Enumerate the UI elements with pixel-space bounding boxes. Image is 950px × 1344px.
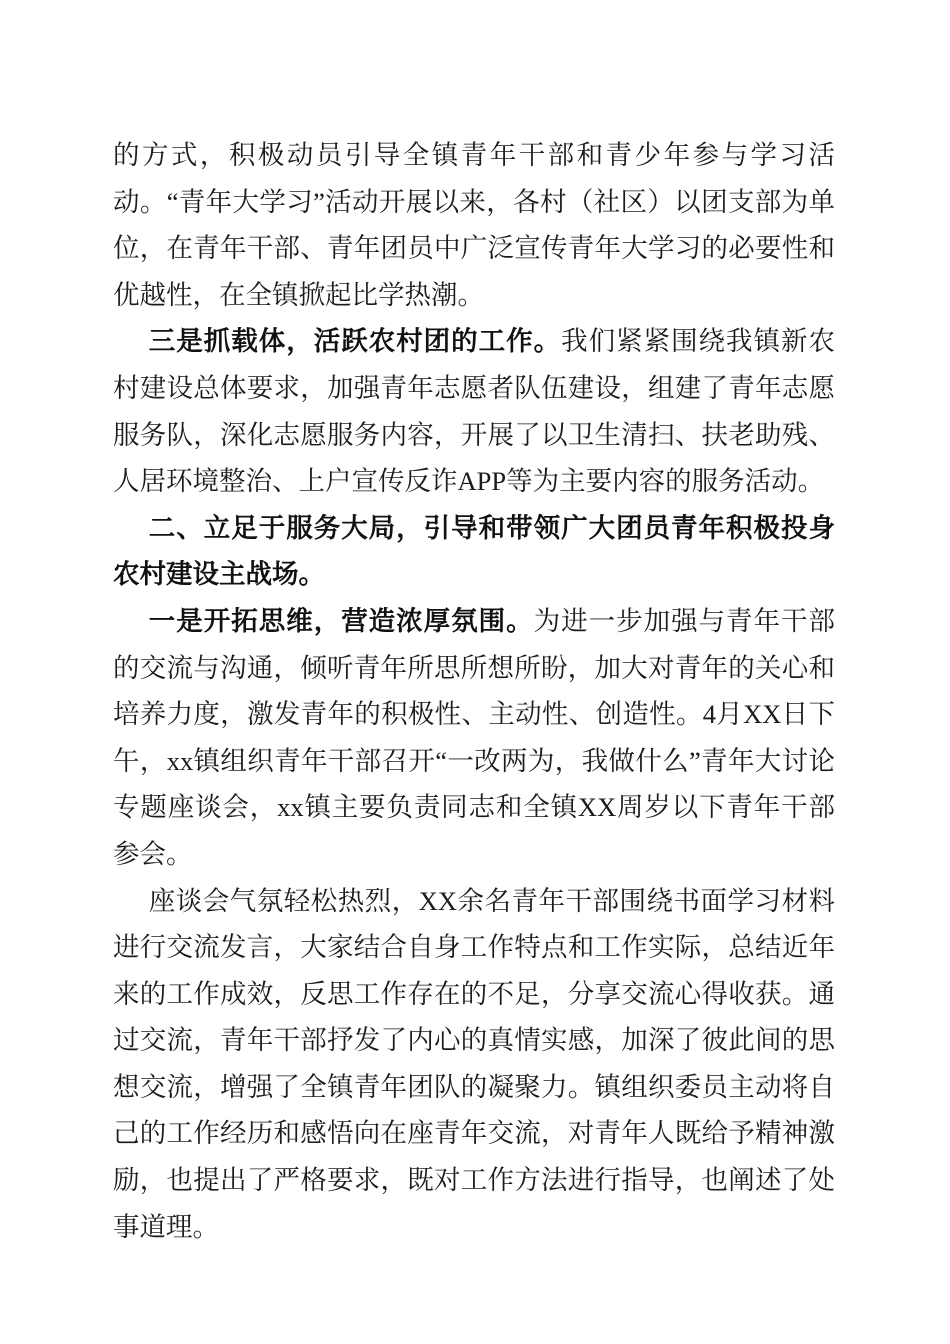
paragraph bbox=[113, 598, 835, 878]
body-text: 为进一步加强与青年干部的交流与沟通，倾听青年所思所想所盼，加大对青年的关心和培养力度，激发青年的积极性、主动性、创造性。4月XX日下午，xx镇组织青年干部召开“一改两为，我做什么”青年大讨论专题座谈会，xx镇主要负责同志和全镇XX周岁以下青年干部参会。 bbox=[113, 605, 836, 869]
document-body bbox=[113, 132, 835, 1250]
emphasis-text: 二、立足于服务大局，引导和带领广大团员青年积极投身农村建设主战场。 bbox=[113, 512, 835, 590]
section-heading bbox=[113, 505, 835, 598]
paragraph bbox=[113, 878, 835, 1251]
emphasis-text: 三是抓载体，活跃农村团的工作。 bbox=[148, 326, 562, 357]
body-text: 的方式，积极动员引导全镇青年干部和青少年参与学习活动。“青年大学习”活动开展以来，各村（社区）以团支部为单位，在青年干部、青年团员中广泛宣传青年大学习的必要性和优越性，在全镇掀起比学热潮。 bbox=[113, 140, 835, 310]
body-text: 我们紧紧围绕我镇新农村建设总体要求，加强青年志愿者队伍建设，组建了青年志愿服务队，深化志愿服务内容，开展了以卫生清扫、扶老助残、人居环境整治、上户宣传反诈APP等为主要内容的服务活动。 bbox=[113, 326, 836, 497]
emphasis-text: 一是开拓思维，营造浓厚氛围。 bbox=[148, 605, 534, 636]
body-text: 座谈会气氛轻松热烈，XX余名青年干部围绕书面学习材料进行交流发言，大家结合自身工作特点和工作实际，总结近年来的工作成效，反思工作存在的不足，分享交流心得收获。通过交流，青年干部抒发了内心的真情实感，加深了彼此间的思想交流，增强了全镇青年团队的凝聚力。镇组织委员主动将自己的工作经历和感悟向在座青年交流，对青年人既给予精神激励，也提出了严格要求，既对工作方法进行指导，也阐述了处事道理。 bbox=[113, 885, 835, 1242]
paragraph bbox=[113, 132, 835, 318]
paragraph bbox=[113, 318, 835, 504]
